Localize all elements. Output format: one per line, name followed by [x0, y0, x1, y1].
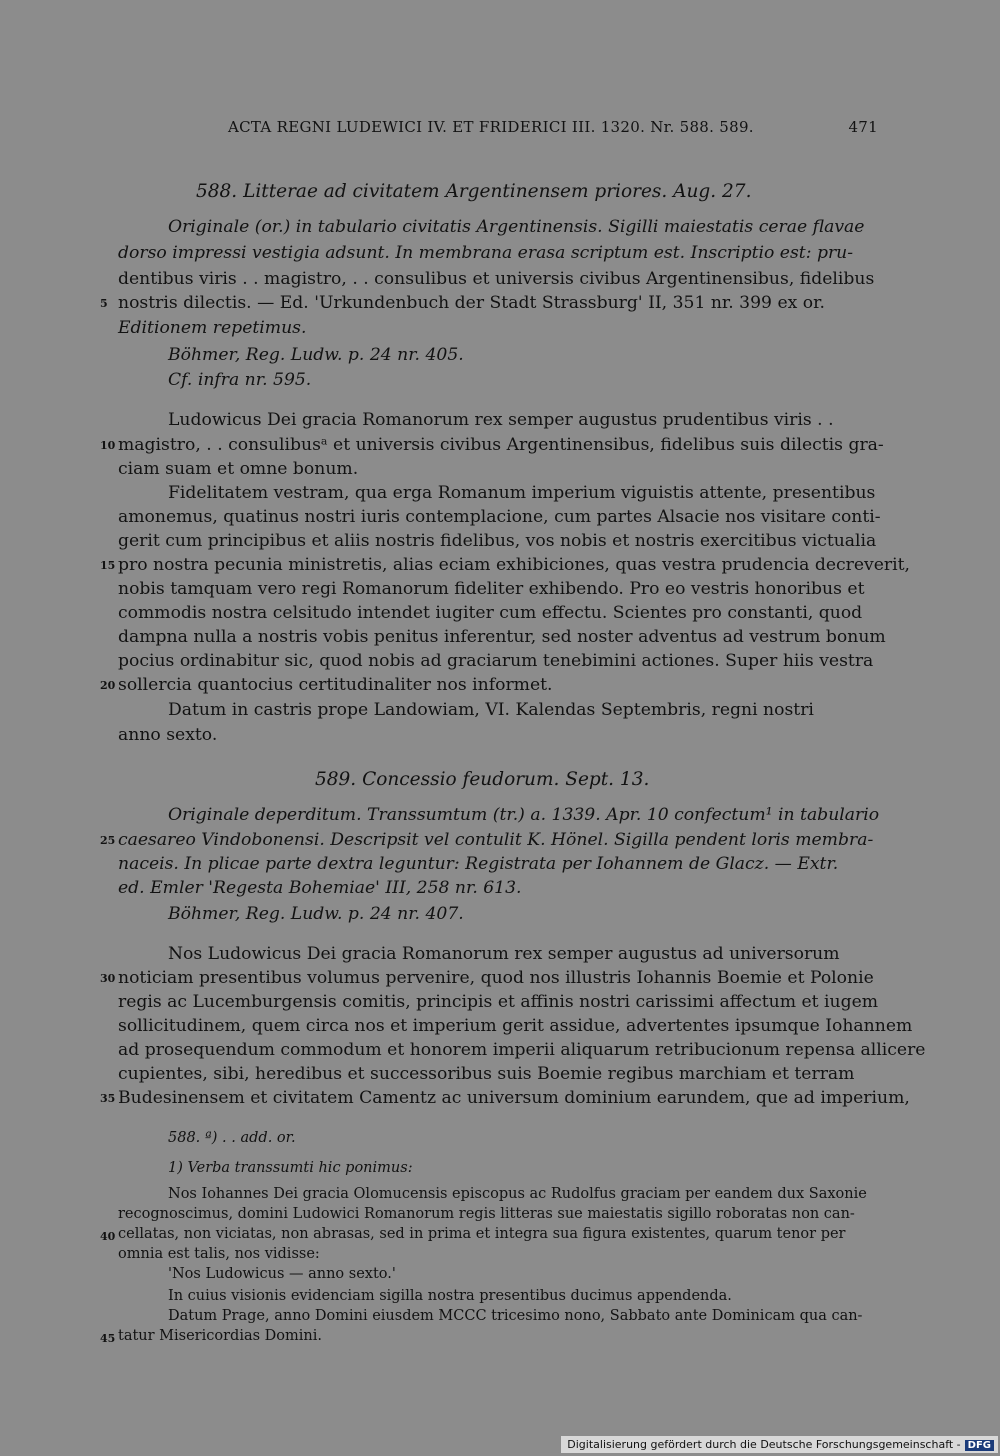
apparatus-line: Originale (or.) in tabulario civitatis Argentinensis. Sigilli maiestatis cerae flavae [168, 217, 865, 237]
reference-line: Böhmer, Reg. Ludw. p. 24 nr. 407. [168, 904, 464, 924]
footnote: 1) Verba transsumti hic ponimus: [168, 1160, 413, 1176]
reference-line: Cf. infra nr. 595. [168, 370, 312, 390]
running-header [228, 118, 878, 136]
line-number: 45 [100, 1332, 116, 1345]
footnote: omnia est talis, nos vidisse: [118, 1246, 320, 1262]
digitization-credit [561, 1436, 998, 1453]
credit-text: Digitalisierung gefördert durch die Deutsche Forschungsgemeinschaft - [567, 1438, 961, 1451]
text-line: regis ac Lucemburgensis comitis, principis et affinis nostri carissimi affectum et iugem [118, 992, 879, 1012]
footnote: cellatas, non viciatas, non abrasas, sed in prima et integra sua figura existentes, quarum tenor per [118, 1226, 846, 1242]
text-line: gerit cum principibus et aliis nostris fidelibus, vos nobis et nostris exercitibus victualia [118, 531, 877, 551]
footnote: tatur Misericordias Domini. [118, 1328, 322, 1344]
doc-588-heading: 588. Litterae ad civitatem Argentinensem priores. Aug. 27. [196, 181, 752, 202]
footnote: Nos Iohannes Dei gracia Olomucensis episcopus ac Rudolfus graciam per eandem dux Saxonie [168, 1186, 867, 1202]
apparatus-line: dorso impressi vestigia adsunt. In membrana erasa scriptum est. Inscriptio est: pru- [118, 243, 854, 263]
line-number: 20 [100, 679, 116, 692]
apparatus-line: naceis. In plicae parte dextra leguntur: Registrata per Iohannem de Glacz. — Extr. [118, 854, 839, 874]
text-line: ad prosequendum commodum et honorem imperii aliquarum retribucionum repensa allicere [118, 1040, 926, 1060]
line-number: 30 [100, 972, 116, 985]
text-line: amonemus, quatinus nostri iuris contemplacione, cum partes Alsacie nos visitare conti- [118, 507, 881, 527]
text-line: dampna nulla a nostris vobis penitus inferentur, sed noster adventus ad vestrum bonum [118, 627, 886, 647]
footnote: Datum Prage, anno Domini eiusdem MCCC tricesimo nono, Sabbato ante Dominicam qua can- [168, 1308, 863, 1324]
running-title: ACTA REGNI LUDEWICI IV. ET FRIDERICI III. 1320. Nr. 588. 589. [228, 118, 754, 136]
footnote: 588. ª) . . add. or. [168, 1130, 296, 1146]
text-line: Nos Ludowicus Dei gracia Romanorum rex semper augustus ad universorum [168, 944, 840, 964]
text-line: sollicitudinem, quem circa nos et imperium gerit assidue, advertentes ipsumque Iohannem [118, 1016, 913, 1036]
apparatus-line: nostris dilectis. — Ed. 'Urkundenbuch der Stadt Strassburg' II, 351 nr. 399 ex or. [118, 293, 825, 313]
text-line: Budesinensem et civitatem Camentz ac universum dominium earundem, que ad imperium, [118, 1088, 910, 1108]
text-line: anno sexto. [118, 725, 218, 745]
line-number: 15 [100, 559, 116, 572]
doc-589-heading: 589. Concessio feudorum. Sept. 13. [315, 769, 650, 790]
text-line: Datum in castris prope Landowiam, VI. Kalendas Septembris, regni nostri [168, 700, 814, 720]
footnote: In cuius visionis evidenciam sigilla nostra presentibus ducimus appendenda. [168, 1288, 732, 1304]
line-number: 25 [100, 834, 116, 847]
apparatus-line: dentibus viris . . magistro, . . consulibus et universis civibus Argentinensibus, fidelibus [118, 269, 875, 289]
text-line: magistro, . . consulibusᵃ et universis civibus Argentinensibus, fidelibus suis dilectis gra- [118, 435, 884, 455]
footnote: 'Nos Ludowicus — anno sexto.' [168, 1266, 396, 1282]
text-line: Fidelitatem vestram, qua erga Romanum imperium viguistis attente, presentibus [168, 483, 876, 503]
text-line: noticiam presentibus volumus pervenire, quod nos illustris Iohannis Boemie et Polonie [118, 968, 874, 988]
line-number: 10 [100, 439, 116, 452]
apparatus-line: Originale deperditum. Transsumtum (tr.) a. 1339. Apr. 10 confectum¹ in tabulario [168, 805, 880, 825]
text-line: pro nostra pecunia ministretis, alias eciam exhibiciones, quas vestra prudencia decreverit, [118, 555, 910, 575]
text-line: Ludowicus Dei gracia Romanorum rex semper augustus prudentibus viris . . [168, 410, 834, 430]
dfg-logo: DFG [965, 1440, 994, 1451]
text-line: nobis tamquam vero regi Romanorum fideliter exhibendo. Pro eo vestris honoribus et [118, 579, 865, 599]
line-number: 40 [100, 1230, 116, 1243]
text-line: sollercia quantocius certitudinaliter nos informet. [118, 675, 553, 695]
footnote: recognoscimus, domini Ludowici Romanorum regis litteras sue maiestatis sigillo roboratas non can- [118, 1206, 855, 1222]
text-line: commodis nostra celsitudo intendet iugiter cum effectu. Scientes pro constanti, quod [118, 603, 863, 623]
apparatus-line: ed. Emler 'Regesta Bohemiae' III, 258 nr. 613. [118, 878, 522, 898]
line-number: 5 [100, 297, 108, 310]
page-number: 471 [848, 118, 878, 136]
text-line: cupientes, sibi, heredibus et successoribus suis Boemie regibus marchiam et terram [118, 1064, 855, 1084]
text-line: ciam suam et omne bonum. [118, 459, 359, 479]
line-number: 35 [100, 1092, 116, 1105]
reference-line: Böhmer, Reg. Ludw. p. 24 nr. 405. [168, 345, 464, 365]
apparatus-line: caesareo Vindobonensi. Descripsit vel contulit K. Hönel. Sigilla pendent loris membra- [118, 830, 874, 850]
apparatus-line: Editionem repetimus. [118, 318, 307, 338]
text-line: pocius ordinabitur sic, quod nobis ad graciarum tenebimini actiones. Super hiis vestra [118, 651, 874, 671]
